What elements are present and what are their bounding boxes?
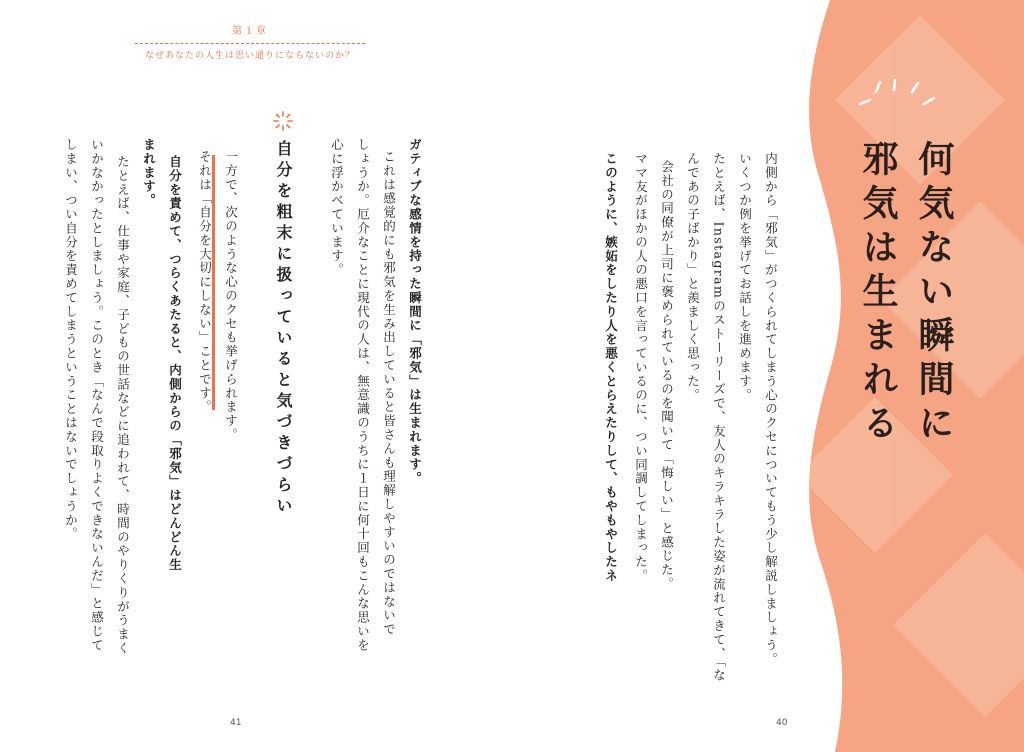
text-column: それは「自分を大切にしない」ことです。 [197,150,213,415]
section-heading: 自分を粗末に扱っていると気づきづらい [274,140,293,518]
chapter-subtitle: なぜあなたの人生は思い通りにならないのか？ [144,51,355,61]
chapter-label: 第１章 [232,26,268,37]
sparkle-icon [272,110,294,132]
title-band [800,0,1024,752]
text-column: しまい、つい自分を責めてしまうということはないでしょうか。 [63,138,79,542]
text-column: んであの子ばかり」と羨ましく思った。 [685,152,701,403]
text-column: たとえば、仕事や家庭、子どもの世話などに追われて、時間のやりくりがうまく [115,155,131,656]
text-column: 心に浮かべています。 [329,138,345,277]
text-column: 一方で、次のような心のクセも挙げられます。 [223,150,239,442]
burst-icon [850,78,940,108]
text-column: いかなかったとしましょう。このとき「なんで段取りよくできないんだ」と感じて [89,138,105,653]
chapter-header [100,22,400,61]
chapter-divider [135,43,365,44]
text-column: ママ友がほかの人の悪口を言っているのに、つい同調してしまった。 [633,152,649,583]
text-column: 内側から「邪気」がつくられてしまう心のクセについてもう少し解説しましょう。 [763,152,779,667]
text-column: たとえば、Instagramのストーリーズで、友人のキラキラした姿が流れてきて、「な [711,152,727,683]
text-column: 会社の同僚が上司に褒められているのを聞いて「悔しい」と感じた。 [659,160,675,591]
page-number: 40 [776,718,788,728]
page-title-line-2: 邪気は生まれる [857,140,898,448]
text-column: まれます。 [141,138,157,208]
text-column: しょうか。厄介なことに現代の人は、無意識のうちに１日に何十回もこんな思いを [355,138,371,653]
text-column: 自分を責めて、つらくあたると、内側からの「邪気」はどんどん生 [167,155,183,572]
text-column: ガティブな感情を持った瞬間に「邪気」は生まれます。 [407,138,423,486]
page-number: 41 [230,718,242,728]
text-column: このように、嫉妬をしたり人を悪くとらえたりして、もやもやしたネ [603,152,619,583]
page-title-line-1: 何気ない瞬間に [913,140,954,448]
text-column: これは感覚的にも邪気を生み出していると皆さんも理解しやすいのではないで [381,150,397,637]
text-column: いくつか例を挙げてお話しを進めます。 [737,152,753,403]
